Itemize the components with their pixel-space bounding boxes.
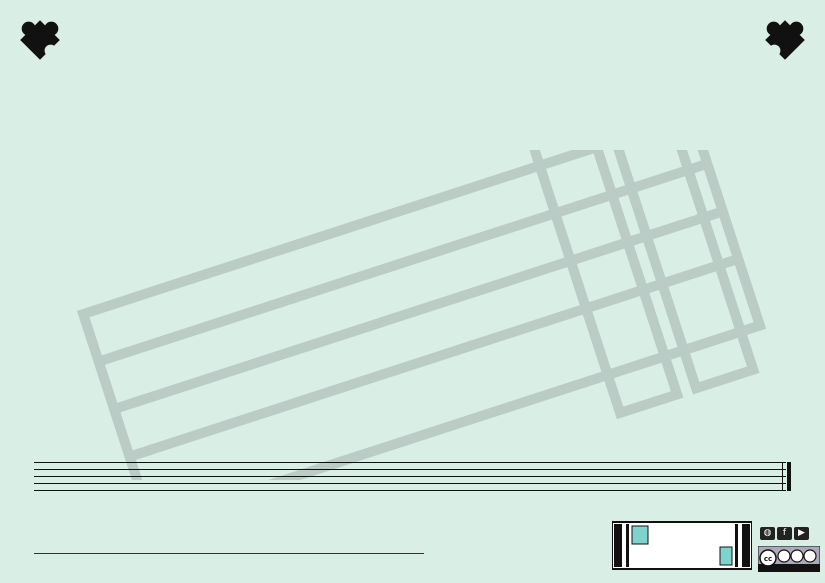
puzzle-piece-icon	[14, 14, 66, 66]
globe-icon[interactable]: ◍	[760, 527, 775, 540]
social-icons	[760, 527, 809, 540]
musica-encriptada-logo	[612, 520, 752, 575]
song-name-answer-line[interactable]	[34, 535, 424, 554]
facebook-icon[interactable]: f	[777, 527, 792, 540]
empty-staff	[34, 462, 792, 492]
creative-commons-license-icon	[758, 546, 820, 572]
background-watermark	[60, 150, 780, 480]
youtube-icon[interactable]: ▶	[794, 527, 809, 540]
puzzle-piece-icon	[759, 14, 811, 66]
svg-text:cc: cc	[763, 555, 773, 563]
